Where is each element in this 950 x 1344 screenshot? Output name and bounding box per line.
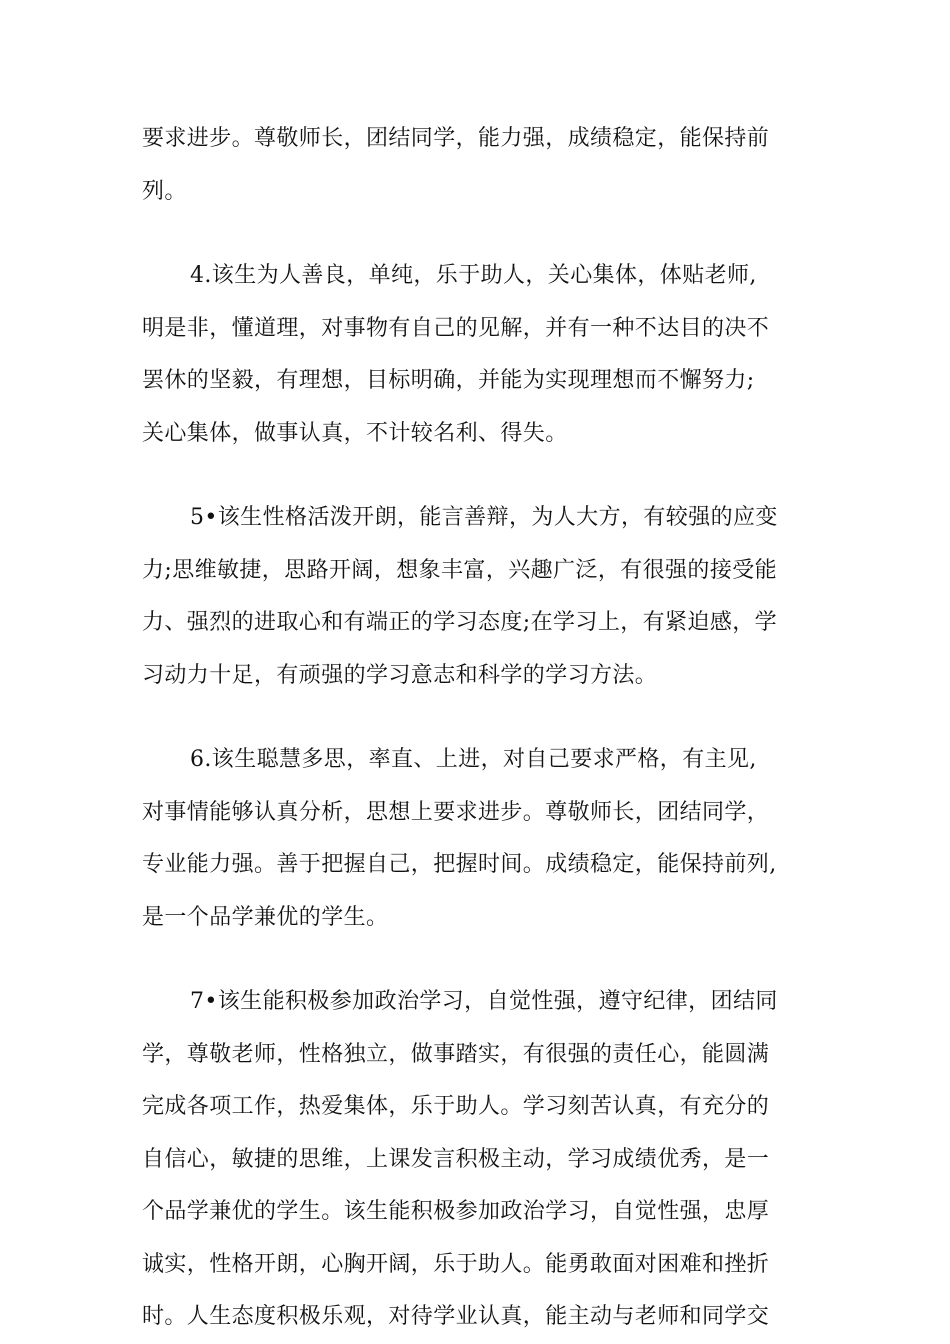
- text-line: 力;思维敏捷，思路开阔，想象丰富，兴趣广泛，有很强的接受能: [142, 557, 778, 583]
- text-line: 列。: [142, 178, 187, 204]
- text-line: 对事情能够认真分析，思想上要求进步。尊敬师长，团结同学，: [142, 799, 770, 825]
- text-line: 7•该生能积极参加政治学习，自觉性强，遵守纪律，团结同: [190, 989, 778, 1014]
- text-line: 时。人生态度积极乐观，对待学业认真，能主动与老师和同学交: [142, 1304, 770, 1329]
- text-line: 罢休的坚毅，有理想，目标明确，并能为实现理想而不懈努力;: [142, 368, 755, 393]
- paragraph-gap: [142, 702, 810, 734]
- text-line: 学，尊敬老师，性格独立，做事踏实，有很强的责任心，能圆满: [142, 1041, 770, 1067]
- text-line: 明是非，懂道理，对事物有自己的见解，并有一种不达目的决不: [142, 315, 770, 341]
- text-line: 个品学兼优的学生。该生能积极参加政治学习，自觉性强，忠厚: [142, 1199, 770, 1224]
- document-body: [142, 113, 810, 1344]
- text-line: 诚实，性格开朗，心胸开阔，乐于助人。能勇敢面对困难和挫折: [142, 1251, 770, 1277]
- paragraph-6: [142, 734, 810, 944]
- text-line: 要求进步。尊敬师长，团结同学，能力强，成绩稳定，能保持前: [142, 126, 770, 151]
- paragraph-3-continuation: [142, 113, 810, 218]
- text-line: 6.该生聪慧多思，率直、上进，对自己要求严格，有主见,: [190, 747, 757, 772]
- text-line: 是一个品学兼优的学生。: [142, 904, 389, 930]
- text-line: 习动力十足，有顽强的学习意志和科学的学习方法。: [142, 662, 658, 688]
- text-line: 4.该生为人善良，单纯，乐于助人，关心集体，体贴老师,: [190, 263, 757, 288]
- paragraph-gap: [142, 460, 810, 492]
- text-line: 自信心，敏捷的思维，上课发言积极主动，学习成绩优秀，是一: [142, 1146, 770, 1172]
- text-line: 5•该生性格活泼开朗，能言善辩，为人大方，有较强的应变: [190, 505, 778, 530]
- paragraph-7: [142, 976, 810, 1344]
- text-line: 关心集体，做事认真，不计较名利、得失。: [142, 420, 568, 446]
- text-line: 力、强烈的进取心和有端正的学习态度;在学习上，有紧迫感，学: [142, 610, 778, 635]
- paragraph-4: [142, 250, 810, 460]
- paragraph-gap: [142, 218, 810, 250]
- text-line: 完成各项工作，热爱集体，乐于助人。学习刻苦认真，有充分的: [142, 1094, 770, 1119]
- paragraph-gap: [142, 944, 810, 976]
- paragraph-5: [142, 492, 810, 702]
- text-line: 专业能力强。善于把握自己，把握时间。成绩稳定，能保持前列,: [142, 852, 777, 877]
